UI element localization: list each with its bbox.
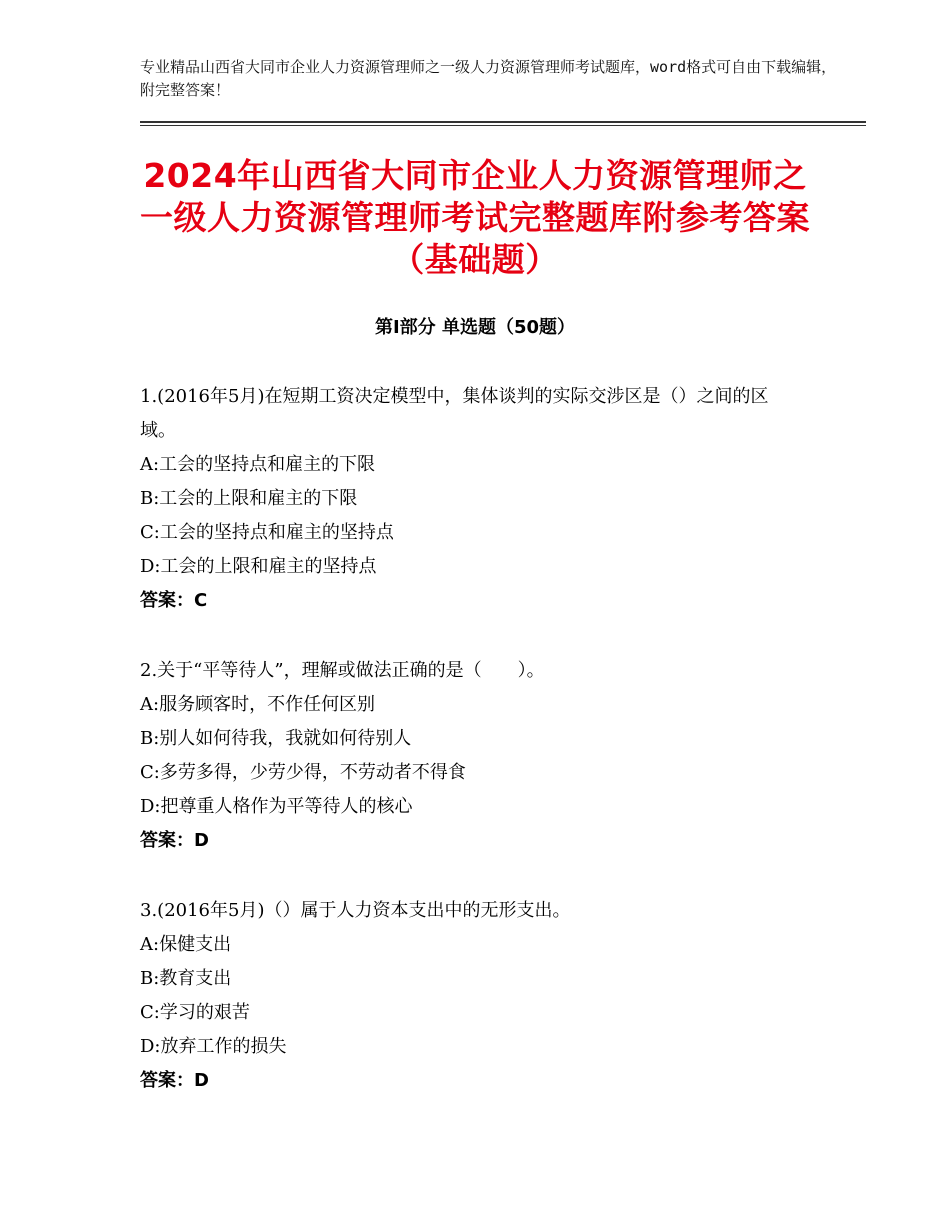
option-c: C:多劳多得，少劳少得，不劳动者不得食 bbox=[140, 762, 466, 783]
header-note: 专业精品山西省大同市企业人力资源管理师之一级人力资源管理师考试题库，word格式可自由下载编辑，附完整答案！ bbox=[140, 58, 837, 99]
option-c: C:工会的坚持点和雇主的坚持点 bbox=[140, 522, 394, 543]
option-b: B:别人如何待我，我就如何待别人 bbox=[140, 728, 412, 749]
option-d: D:工会的上限和雇主的坚持点 bbox=[140, 556, 377, 577]
question-stem: 1.(2016年5月)在短期工资决定模型中，集体谈判的实际交涉区是（）之间的区域。 bbox=[140, 386, 769, 441]
option-b: B:教育支出 bbox=[140, 968, 232, 989]
header-divider bbox=[140, 121, 866, 126]
section-title: 第Ⅰ部分 单选题（50题） bbox=[374, 317, 575, 338]
answer: 答案：D bbox=[140, 1070, 209, 1091]
question-2 bbox=[140, 654, 840, 858]
question-3 bbox=[140, 894, 840, 1098]
question-1 bbox=[140, 380, 840, 618]
question-stem: 3.(2016年5月)（）属于人力资本支出中的无形支出。 bbox=[140, 900, 571, 921]
question-list bbox=[140, 380, 840, 1134]
question-stem: 2.关于“平等待人”，理解或做法正确的是（ ）。 bbox=[140, 660, 545, 681]
option-a: A:保健支出 bbox=[140, 934, 232, 955]
option-c: C:学习的艰苦 bbox=[140, 1002, 250, 1023]
option-a: A:服务顾客时，不作任何区别 bbox=[140, 694, 376, 715]
option-b: B:工会的上限和雇主的下限 bbox=[140, 488, 358, 509]
answer: 答案：C bbox=[140, 590, 208, 611]
option-d: D:把尊重人格作为平等待人的核心 bbox=[140, 796, 413, 817]
document-title: 2024年山西省大同市企业人力资源管理师之一级人力资源管理师考试完整题库附参考答案（基础题） bbox=[140, 156, 810, 279]
option-a: A:工会的坚持点和雇主的下限 bbox=[140, 454, 376, 475]
answer: 答案：D bbox=[140, 830, 209, 851]
option-d: D:放弃工作的损失 bbox=[140, 1036, 287, 1057]
